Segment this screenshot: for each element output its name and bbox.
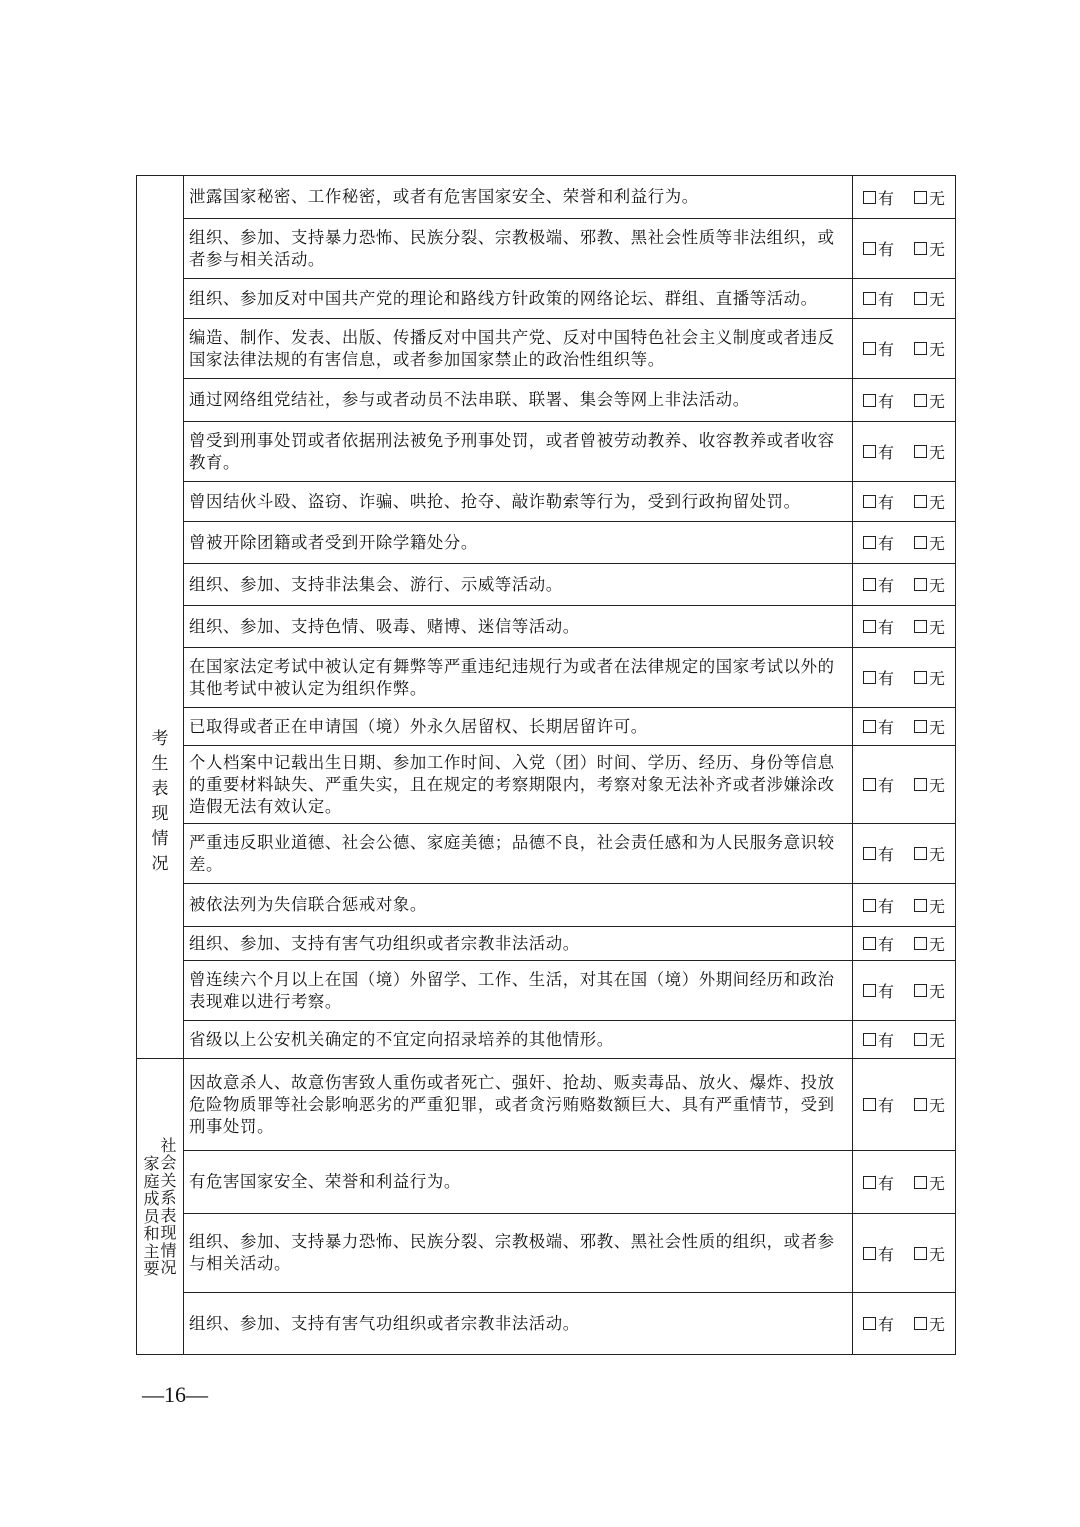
checkbox-yes[interactable]: [863, 778, 876, 791]
yes-label: 有: [877, 618, 894, 637]
options-cell: [853, 319, 956, 379]
item-text: 省级以上公安机关确定的不宜定向招录培养的其他情形。: [184, 1021, 853, 1059]
checkbox-no[interactable]: [914, 242, 927, 255]
yes-option[interactable]: [863, 1028, 894, 1051]
item-text: 组织、参加、支持有害气功组织或者宗教非法活动。: [184, 1293, 853, 1355]
label-char: 家: [143, 1154, 160, 1174]
table-row: [137, 746, 956, 824]
table-row: [137, 648, 956, 708]
table-row: [137, 1214, 956, 1293]
yes-label: 有: [877, 188, 894, 208]
yes-label: 有: [877, 340, 894, 359]
yes-option[interactable]: [863, 1242, 894, 1265]
yes-option[interactable]: [863, 186, 894, 209]
yes-label: 有: [877, 1173, 894, 1193]
table-row: [137, 219, 956, 279]
item-text: 在国家法定考试中被认定有舞弊等严重违纪违规行为或者在法律规定的国家考试以外的其他考试中被认定为组织作弊。: [184, 648, 853, 708]
no-option[interactable]: [914, 531, 945, 554]
no-option[interactable]: [914, 389, 945, 412]
label-char: 员: [143, 1206, 160, 1226]
checkbox-no[interactable]: [914, 394, 927, 407]
item-text: 个人档案中记载出生日期、参加工作时间、入党（团）时间、学历、经历、身份等信息的重要材料缺失、严重失实，且在规定的考察期限内，考察对象无法补齐或者涉嫌涂改造假无法有效认定。: [184, 746, 853, 824]
label-char: 现: [160, 1223, 177, 1242]
yes-label: 有: [877, 1244, 894, 1264]
checkbox-no[interactable]: [914, 937, 927, 950]
table-row: [137, 564, 956, 606]
yes-label: 有: [877, 896, 894, 916]
no-option[interactable]: [914, 932, 945, 955]
no-label: 无: [929, 982, 946, 1001]
yes-option[interactable]: [863, 715, 894, 738]
no-label: 无: [929, 1315, 946, 1334]
label-char: 况: [151, 854, 169, 874]
table-row: [137, 319, 956, 379]
yes-label: 有: [877, 669, 894, 688]
label-char: 生: [151, 754, 169, 774]
checkbox-no[interactable]: [914, 1317, 927, 1330]
checkbox-no[interactable]: [914, 342, 927, 355]
checkbox-yes[interactable]: [863, 536, 876, 549]
no-label: 无: [929, 896, 946, 916]
checkbox-no[interactable]: [914, 445, 927, 458]
options-cell: [853, 279, 956, 319]
yes-option[interactable]: [863, 531, 894, 554]
checkbox-yes[interactable]: [863, 620, 876, 633]
no-label: 无: [929, 576, 946, 595]
yes-option[interactable]: [863, 615, 894, 638]
item-text: 组织、参加、支持色情、吸毒、赌博、迷信等活动。: [184, 606, 853, 648]
checkbox-no[interactable]: [914, 1176, 927, 1189]
checkbox-no[interactable]: [914, 1098, 927, 1111]
no-option[interactable]: [914, 186, 945, 209]
label-char: 现: [151, 804, 169, 824]
yes-label: 有: [877, 1315, 894, 1334]
no-label: 无: [929, 618, 946, 637]
no-option[interactable]: [914, 1028, 945, 1051]
no-option[interactable]: [914, 615, 945, 638]
label-column-left: [161, 1137, 177, 1277]
no-label: 无: [929, 240, 946, 259]
no-option[interactable]: [914, 1171, 945, 1194]
item-text: 因故意杀人、故意伤害致人重伤或者死亡、强奸、抢劫、贩卖毒品、放火、爆炸、投放危险物质罪等社会影响恶劣的严重犯罪，或者贪污贿赂数额巨大、具有严重情节，受到刑事处罚。: [184, 1059, 853, 1151]
no-label: 无: [929, 935, 946, 954]
yes-label: 有: [877, 576, 894, 595]
page-number: —16—: [142, 1382, 208, 1407]
table-row: [137, 522, 956, 564]
checkbox-yes[interactable]: [863, 847, 876, 860]
item-text: 严重违反职业道德、社会公德、家庭美德；品德不良，社会责任感和为人民服务意识较差。: [184, 824, 853, 884]
checkbox-no[interactable]: [914, 720, 927, 733]
no-option[interactable]: [914, 287, 945, 310]
item-text: 组织、参加、支持暴力恐怖、民族分裂、宗教极端、邪教、黑社会性质等非法组织，或者参与相关活动。: [184, 219, 853, 279]
yes-label: 有: [877, 935, 894, 954]
item-text: 组织、参加、支持非法集会、游行、示威等活动。: [184, 564, 853, 606]
checkbox-no[interactable]: [914, 536, 927, 549]
yes-option[interactable]: [863, 1312, 894, 1335]
checkbox-no[interactable]: [914, 899, 927, 912]
no-label: 无: [929, 718, 946, 737]
no-label: 无: [929, 669, 946, 688]
label-char: 表: [151, 779, 169, 799]
checkbox-yes[interactable]: [863, 984, 876, 997]
options-cell: [853, 564, 956, 606]
checkbox-yes[interactable]: [863, 495, 876, 508]
no-option[interactable]: [914, 773, 945, 796]
checkbox-yes[interactable]: [863, 242, 876, 255]
item-text: 编造、制作、发表、出版、传播反对中国共产党、反对中国特色社会主义制度或者违反国家法律法规的有害信息，或者参加国家禁止的政治性组织等。: [184, 319, 853, 379]
item-text: 曾连续六个月以上在国（境）外留学、工作、生活，对其在国（境）外期间经历和政治表现难以进行考察。: [184, 961, 853, 1021]
table-row: [137, 379, 956, 422]
label-column-right: [143, 1155, 159, 1278]
label-char: 主: [143, 1241, 160, 1261]
label-char: 要: [143, 1259, 160, 1279]
item-text: 组织、参加、支持有害气功组织或者宗教非法活动。: [184, 927, 853, 961]
label-char: 关: [160, 1170, 177, 1190]
options-cell: [853, 708, 956, 746]
checkbox-yes[interactable]: [863, 292, 876, 305]
table-row: [137, 606, 956, 648]
item-text: 有危害国家安全、荣誉和利益行为。: [184, 1151, 853, 1214]
no-label: 无: [929, 1244, 946, 1264]
label-char: 情: [160, 1240, 177, 1260]
checkbox-yes[interactable]: [863, 445, 876, 458]
checkbox-yes[interactable]: [863, 1247, 876, 1260]
checkbox-no[interactable]: [914, 984, 927, 997]
yes-option[interactable]: [863, 337, 894, 360]
yes-label: 有: [877, 534, 894, 553]
checkbox-yes[interactable]: [863, 1317, 876, 1330]
table-row: [137, 1059, 956, 1151]
checkbox-no[interactable]: [914, 620, 927, 633]
item-text: 通过网络组党结社，参与或者动员不法串联、联署、集会等网上非法活动。: [184, 379, 853, 422]
no-label: 无: [929, 1096, 946, 1115]
checkbox-yes[interactable]: [863, 578, 876, 591]
table-row: [137, 279, 956, 319]
checkbox-no[interactable]: [914, 578, 927, 591]
yes-option[interactable]: [863, 1093, 894, 1116]
table-row: [137, 708, 956, 746]
no-option[interactable]: [914, 715, 945, 738]
options-cell: [853, 219, 956, 279]
no-label: 无: [929, 1031, 946, 1050]
item-text: 泄露国家秘密、工作秘密，或者有危害国家安全、荣誉和利益行为。: [184, 176, 853, 219]
options-cell: [853, 379, 956, 422]
yes-label: 有: [877, 240, 894, 259]
checkbox-yes[interactable]: [863, 342, 876, 355]
section-label-candidate: [137, 176, 184, 1059]
label-char: 庭: [143, 1171, 160, 1191]
item-text: 曾被开除团籍或者受到开除学籍处分。: [184, 522, 853, 564]
checkbox-no[interactable]: [914, 495, 927, 508]
yes-option[interactable]: [863, 773, 894, 796]
yes-label: 有: [877, 290, 894, 309]
table-row: [137, 176, 956, 219]
label-char: 系: [160, 1188, 177, 1207]
options-cell: [853, 824, 956, 884]
yes-option[interactable]: [863, 842, 894, 865]
yes-label: 有: [877, 1096, 894, 1115]
checkbox-yes[interactable]: [863, 1033, 876, 1046]
label-char: 情: [151, 829, 169, 849]
yes-label: 有: [877, 982, 894, 1001]
table-row: [137, 1293, 956, 1355]
checkbox-no[interactable]: [914, 847, 927, 860]
yes-option[interactable]: [863, 894, 894, 917]
checkbox-yes[interactable]: [863, 720, 876, 733]
options-cell: [853, 176, 956, 219]
no-option[interactable]: [914, 894, 945, 917]
yes-label: 有: [877, 1031, 894, 1050]
checkbox-no[interactable]: [914, 778, 927, 791]
options-cell: [853, 1021, 956, 1059]
review-form-table: [136, 175, 956, 1355]
options-cell: [853, 422, 956, 482]
table-row: [137, 482, 956, 522]
no-option[interactable]: [914, 237, 945, 260]
table-row: [137, 961, 956, 1021]
checkbox-yes[interactable]: [863, 899, 876, 912]
options-cell: [853, 1151, 956, 1214]
no-label: 无: [929, 1173, 946, 1193]
item-text: 组织、参加、支持暴力恐怖、民族分裂、宗教极端、邪教、黑社会性质的组织，或者参与相关活动。: [184, 1214, 853, 1293]
no-label: 无: [929, 493, 946, 512]
options-cell: [853, 884, 956, 927]
options-cell: [853, 482, 956, 522]
checkbox-yes[interactable]: [863, 1176, 876, 1189]
no-label: 无: [929, 443, 946, 462]
yes-option[interactable]: [863, 287, 894, 310]
options-cell: [853, 648, 956, 708]
checkbox-yes[interactable]: [863, 1098, 876, 1111]
table-row: [137, 824, 956, 884]
checkbox-yes[interactable]: [863, 671, 876, 684]
item-text: 被依法列为失信联合惩戒对象。: [184, 884, 853, 927]
options-cell: [853, 1293, 956, 1355]
no-option[interactable]: [914, 1242, 945, 1265]
no-option[interactable]: [914, 573, 945, 596]
options-cell: [853, 606, 956, 648]
no-option[interactable]: [914, 666, 945, 689]
checkbox-no[interactable]: [914, 292, 927, 305]
yes-label: 有: [877, 776, 894, 795]
yes-label: 有: [877, 391, 894, 411]
no-option[interactable]: [914, 490, 945, 513]
label-char: 成: [143, 1189, 160, 1209]
checkbox-yes[interactable]: [863, 191, 876, 204]
yes-option[interactable]: [863, 573, 894, 596]
yes-label: 有: [877, 718, 894, 737]
yes-option[interactable]: [863, 389, 894, 412]
yes-label: 有: [877, 443, 894, 462]
table-row: [137, 884, 956, 927]
label-char: 考: [151, 729, 169, 749]
table-row: [137, 1021, 956, 1059]
table-row: [137, 422, 956, 482]
yes-label: 有: [877, 493, 894, 512]
table-row: [137, 927, 956, 961]
no-option[interactable]: [914, 1093, 945, 1116]
yes-option[interactable]: [863, 440, 894, 463]
section-label-text: [137, 1135, 183, 1278]
no-label: 无: [929, 290, 946, 309]
yes-label: 有: [877, 845, 894, 864]
item-text: 曾因结伙斗殴、盗窃、诈骗、哄抢、抢夺、敲诈勒索等行为，受到行政拘留处罚。: [184, 482, 853, 522]
yes-option[interactable]: [863, 666, 894, 689]
no-option[interactable]: [914, 979, 945, 1002]
no-label: 无: [929, 391, 946, 411]
table-row: [137, 1151, 956, 1214]
yes-option[interactable]: [863, 932, 894, 955]
options-cell: [853, 961, 956, 1021]
label-char: 况: [160, 1258, 177, 1277]
options-cell: [853, 927, 956, 961]
checkbox-yes[interactable]: [863, 394, 876, 407]
section-label-family: [137, 1059, 184, 1355]
checkbox-no[interactable]: [914, 1033, 927, 1046]
checkbox-no[interactable]: [914, 191, 927, 204]
no-label: 无: [929, 845, 946, 864]
no-label: 无: [929, 776, 946, 795]
yes-option[interactable]: [863, 1171, 894, 1194]
options-cell: [853, 746, 956, 824]
no-label: 无: [929, 188, 946, 208]
no-option[interactable]: [914, 440, 945, 463]
section-label-text: [150, 357, 170, 877]
item-text: 组织、参加反对中国共产党的理论和路线方针政策的网络论坛、群组、直播等活动。: [184, 279, 853, 319]
options-cell: [853, 522, 956, 564]
yes-option[interactable]: [863, 237, 894, 260]
checkbox-yes[interactable]: [863, 937, 876, 950]
options-cell: [853, 1059, 956, 1151]
item-text: 已取得或者正在申请国（境）外永久居留权、长期居留许可。: [184, 708, 853, 746]
no-option[interactable]: [914, 337, 945, 360]
options-cell: [853, 1214, 956, 1293]
label-char: 表: [160, 1205, 177, 1225]
label-char: 和: [143, 1224, 160, 1244]
label-char: 社: [160, 1135, 177, 1155]
checkbox-no[interactable]: [914, 671, 927, 684]
item-text: 曾受到刑事处罚或者依据刑法被免予刑事处罚，或者曾被劳动教养、收容教养或者收容教育。: [184, 422, 853, 482]
label-char: 会: [160, 1153, 177, 1172]
no-label: 无: [929, 534, 946, 553]
no-label: 无: [929, 340, 946, 359]
yes-option[interactable]: [863, 979, 894, 1002]
checkbox-no[interactable]: [914, 1247, 927, 1260]
no-option[interactable]: [914, 842, 945, 865]
no-option[interactable]: [914, 1312, 945, 1335]
yes-option[interactable]: [863, 490, 894, 513]
